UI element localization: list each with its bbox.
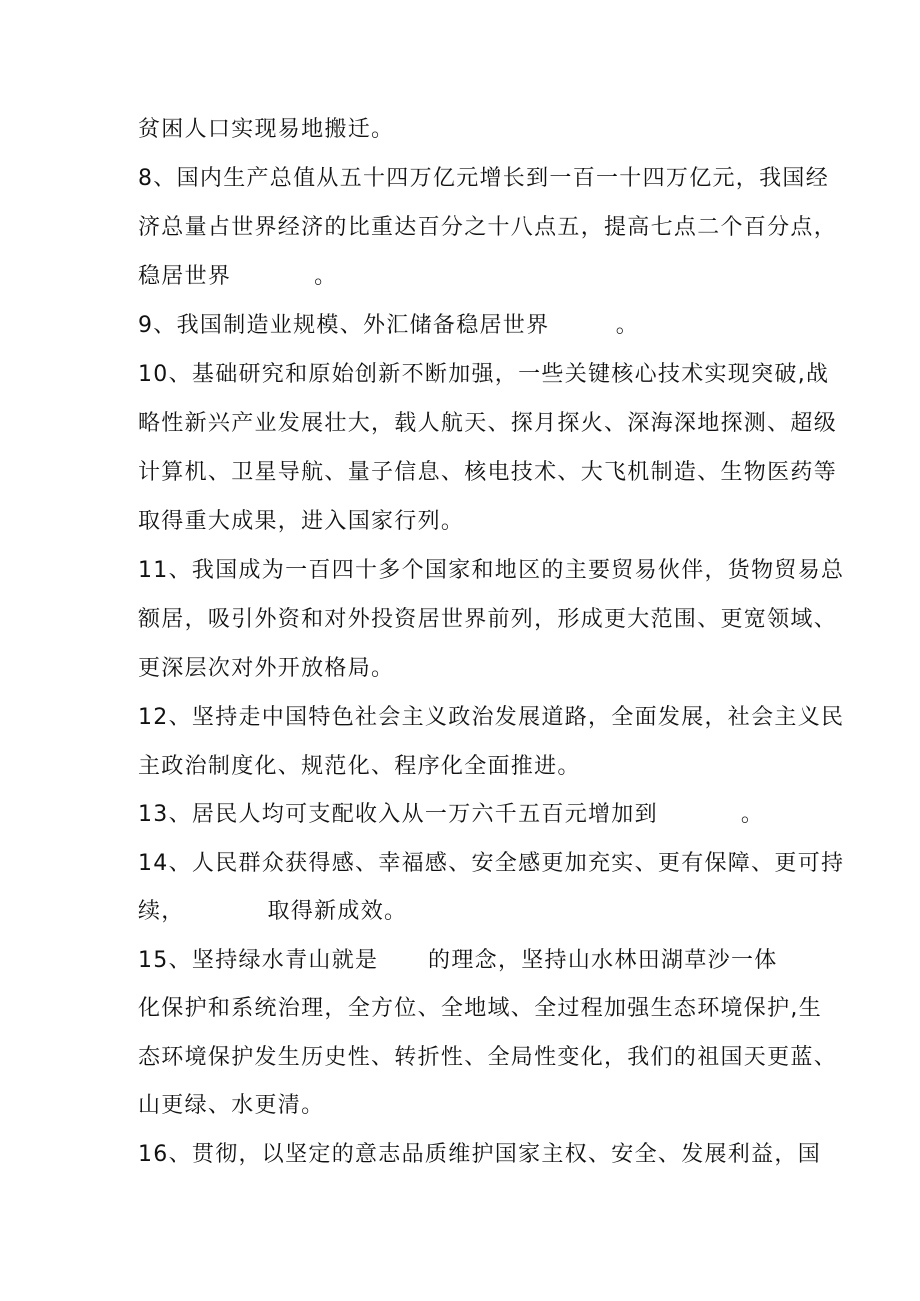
text-line: 11、我国成为一百四十多个国家和地区的主要贸易伙伴，货物贸易总 — [138, 558, 845, 583]
text-line: 10、基础研究和原始创新不断加强，一些关键核心技术实现突破,战 — [138, 362, 830, 387]
text-line: 15、坚持绿水青山就是 的理念，坚持山水林田湖草沙一体 — [138, 948, 778, 973]
text-line: 贫困人口实现易地搬迁。 — [138, 117, 395, 142]
text-line: 9、我国制造业规模、外汇储备稳居世界 。 — [138, 313, 640, 338]
text-line: 更深层次对外开放格局。 — [138, 656, 395, 681]
text-line: 12、坚持走中国特色社会主义政治发展道路，全面发展，社会主义民 — [138, 705, 845, 730]
text-line: 续， 取得新成效。 — [138, 899, 408, 924]
text-line: 计算机、卫星导航、量子信息、核电技术、大飞机制造、生物医药等 — [138, 460, 838, 485]
text-line: 主政治制度化、规范化、程序化全面推进。 — [138, 754, 581, 779]
text-line: 山更绿、水更清。 — [138, 1093, 325, 1118]
text-line: 态环境保护发生历史性、转折性、全局性变化，我们的祖国天更蓝、 — [138, 1045, 838, 1070]
text-line: 取得重大成果，进入国家行列。 — [138, 509, 465, 534]
text-line: 化保护和系统治理，全方位、全地域、全过程加强生态环境保护,生 — [138, 996, 822, 1021]
text-line: 14、人民群众获得感、幸福感、安全感更加充实、更有保障、更可持 — [138, 851, 845, 876]
text-line: 济总量占世界经济的比重达百分之十八点五，提高七点二个百分点， — [138, 215, 838, 240]
text-line: 稳居世界 。 — [138, 264, 338, 289]
text-line: 16、贯彻，以坚定的意志品质维护国家主权、安全、发展利益，国 — [138, 1142, 821, 1167]
text-line: 13、居民人均可支配收入从一万六千五百元增加到 。 — [138, 802, 765, 827]
text-line: 8、国内生产总值从五十四万亿元增长到一百一十四万亿元，我国经 — [138, 166, 829, 191]
text-line: 额居，吸引外资和对外投资居世界前列，形成更大范围、更宽领域、 — [138, 607, 838, 632]
text-line: 略性新兴产业发展壮大，载人航天、探月探火、深海深地探测、超级 — [138, 411, 838, 436]
